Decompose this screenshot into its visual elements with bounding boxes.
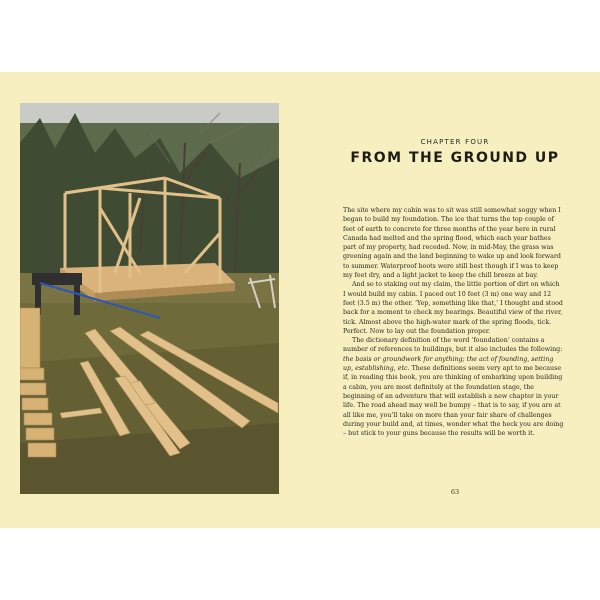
paragraph-3: [343, 336, 564, 438]
book-spread: [0, 72, 600, 528]
page-number: 63: [450, 488, 460, 496]
photo-illustration: [20, 103, 279, 494]
paragraph-3-end: These definitions seem very apt to me because if, in reading this book, you are thinking of embarking upon building a cabin, you are most definitely at the foundation stage, the beginning of an adventure that will establish a new chapter in your life. The road ahead may well be bumpy – that is to say, if you are at all like me, you’ll take on more than your fair share of challenges during your build and, at times, wonder what the heck you are doing – but stick to your guns because the results will be worth it.: [343, 365, 564, 438]
cabin-frame-photo: [20, 103, 279, 494]
body-text: [343, 206, 564, 438]
paragraph-3-start: The dictionary definition of the word ‘foundation’ contains a number of references to buildings, but it also includes the following:: [343, 337, 563, 354]
paragraph-3-definition: the basis or groundwork for anything; the act of founding, setting up, establishing, etc.: [343, 355, 554, 373]
paragraph-1: The site where my cabin was to sit was still somewhat soggy when I began to build my foundation. The ice that turns the top couple of feet of earth to concrete for three months of the year here in rural Canada had melted and the spring flood, which each year bathes part of my property, had receded. Now, in mid-May, the grass was greening again and the land beginning to wake up and look forward to summer. Waterproof boots were still best though if I was to keep my feet dry, and a light jacket to keep the chill breeze at bay.: [343, 207, 561, 280]
chapter-title: FROM THE GROUND UP: [350, 150, 560, 166]
chapter-number-label: CHAPTER FOUR: [420, 138, 490, 146]
paragraph-2: And so to staking out my claim, the little portion of dirt on which I would build my cabin. I paced out 10 feet (3 m) one way and 12 feet (3.5 m) the other. ‘Yep, something like that,’ I thought and stood back for a moment to check my bearings. Beautiful view of the river, tick. Almost above the high-water mark of the spring floods, tick. Perfect. Now to lay out the foundation proper.: [343, 281, 563, 335]
